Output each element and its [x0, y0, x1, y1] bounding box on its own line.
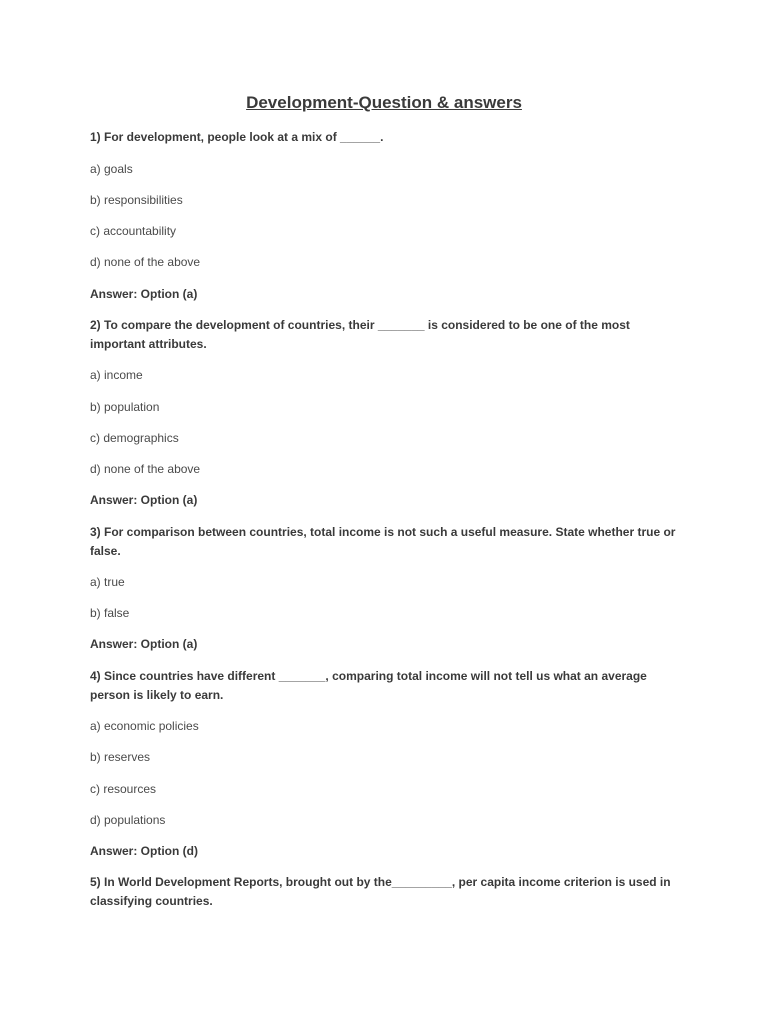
- option-c: c) accountability: [90, 224, 177, 238]
- question-text: 5) In World Development Reports, brought out by the_________, per capita income criterion is used in classifying countries.: [90, 875, 671, 908]
- option-c: c) demographics: [90, 431, 179, 445]
- question-block: [90, 128, 685, 301]
- question-text: 3) For comparison between countries, total income is not such a useful measure. State whether true or false.: [90, 525, 676, 558]
- answer-text: Answer: Option (d): [90, 844, 198, 858]
- option-b: b) responsibilities: [90, 193, 183, 207]
- question-text: 2) To compare the development of countries, their _______ is considered to be one of the most important attributes.: [90, 318, 630, 351]
- answer-text: Answer: Option (a): [90, 637, 198, 651]
- question-block: [90, 873, 685, 911]
- option-a: a) goals: [90, 162, 133, 176]
- question-text: 4) Since countries have different _______, comparing total income will not tell us what an average person is likely to earn.: [90, 669, 647, 702]
- page-title: Development-Question & answers: [246, 93, 522, 112]
- answer-text: Answer: Option (a): [90, 493, 198, 507]
- option-b: b) population: [90, 400, 160, 414]
- option-d: d) none of the above: [90, 462, 201, 476]
- option-c: c) resources: [90, 782, 157, 796]
- option-d: d) none of the above: [90, 255, 201, 269]
- question-block: [90, 667, 685, 858]
- answer-text: Answer: Option (a): [90, 287, 198, 301]
- option-a: a) income: [90, 368, 143, 382]
- option-a: a) true: [90, 575, 125, 589]
- question-text: 1) For development, people look at a mix of ______.: [90, 130, 384, 144]
- question-block: [90, 316, 685, 507]
- option-d: d) populations: [90, 813, 166, 827]
- question-block: [90, 523, 685, 651]
- option-b: b) false: [90, 606, 130, 620]
- option-a: a) economic policies: [90, 719, 199, 733]
- option-b: b) reserves: [90, 750, 151, 764]
